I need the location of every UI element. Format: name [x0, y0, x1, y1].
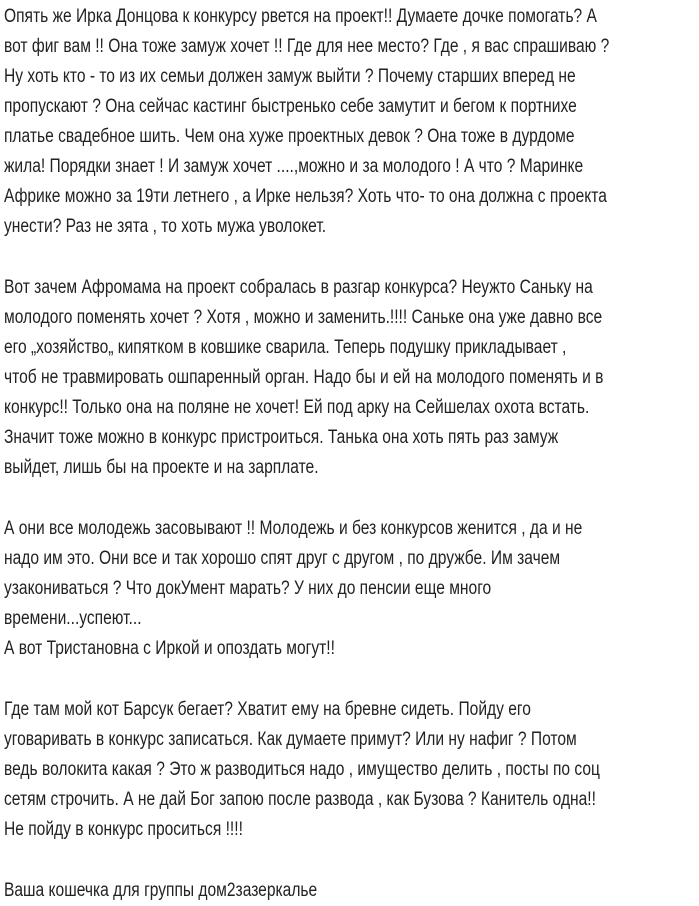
- text-line: унести? Раз не зята , то хоть мужа уволокет.: [4, 216, 327, 237]
- text-line: надо им это. Они все и так хорошо спят друг с другом , по дружбе. Им зачем: [4, 548, 561, 569]
- text-line: времени...успеют...: [4, 608, 142, 629]
- text-line: Не пойду в конкурс проситься !!!!: [4, 819, 243, 840]
- text-line: выйдет, лишь бы на проекте и на зарплате.: [4, 457, 319, 478]
- text-line: Значит тоже можно в конкурс пристроиться. Танька она хоть пять раз замуж: [4, 427, 559, 448]
- text-line: его „хозяйство„ кипятком в ковшике сварила. Теперь подушку прикладывает ,: [4, 337, 567, 358]
- text-line: А они все молодежь засовывают !! Молодежь и без конкурсов женится , да и не: [4, 518, 583, 539]
- text-line: Где там мой кот Барсук бегает? Хватит ему на бревне сидеть. Пойду его: [4, 699, 531, 720]
- text-line: вот фиг вам !! Она тоже замуж хочет !! Где для нее место? Где , я вас спрашиваю ?: [4, 36, 610, 57]
- text-line: жила! Порядки знает ! И замуж хочет ....,можно и за молодого ! А что ? Маринке: [4, 156, 584, 177]
- paragraph-gap: [4, 242, 699, 273]
- text-line: ведь волокита какая ? Это ж разводиться надо , имущество делить , посты по соц: [4, 759, 600, 780]
- text-line: А вот Тристановна с Иркой и опоздать могут!!: [4, 638, 335, 659]
- text-line: узакониваться ? Что докУмент марать? У них до пенсии еще много: [4, 578, 492, 599]
- text-line: сетям строчить. А не дай Бог запою после развода , как Бузова ? Канитель одна!!: [4, 789, 596, 810]
- paragraph-1: [4, 2, 699, 242]
- text-line: уговаривать в конкурс записаться. Как думаете примут? Или ну нафиг ? Потом: [4, 729, 577, 750]
- signature: [4, 876, 699, 906]
- text-line: Вот зачем Афромама на проект собралась в разгар конкурса? Неужто Саньку на: [4, 277, 593, 298]
- text-line: платье свадебное шить. Чем она хуже проектных девок ? Она тоже в дурдоме: [4, 126, 575, 147]
- paragraph-gap: [4, 845, 699, 876]
- text-line: Африке можно за 19ти летнего , а Ирке нельзя? Хоть что- то она должна с проекта: [4, 186, 607, 207]
- paragraph-3: [4, 514, 699, 664]
- signature-line: Ваша кошечка для группы дом2зазеркалье: [4, 880, 318, 901]
- text-line: чтоб не травмировать ошпаренный орган. Надо бы и ей на молодого поменять и в: [4, 367, 604, 388]
- text-line: Опять же Ирка Донцова к конкурсу рвется на проект!! Думаете дочке помогать? А: [4, 6, 597, 27]
- text-line: Ну хоть кто - то из их семьи должен замуж выйти ? Почему старших вперед не: [4, 66, 576, 87]
- text-line: конкурс!! Только она на поляне не хочет! Ей под арку на Сейшелах охота встать.: [4, 397, 590, 418]
- paragraph-gap: [4, 483, 699, 514]
- paragraph-2: [4, 273, 699, 483]
- text-line: пропускают ? Она сейчас кастинг быстренько себе замутит и бегом к портнихе: [4, 96, 577, 117]
- paragraph-4: [4, 695, 699, 845]
- paragraph-gap: [4, 664, 699, 695]
- text-line: молодого поменять хочет ? Хотя , можно и заменить.!!!! Саньке она уже давно все: [4, 307, 603, 328]
